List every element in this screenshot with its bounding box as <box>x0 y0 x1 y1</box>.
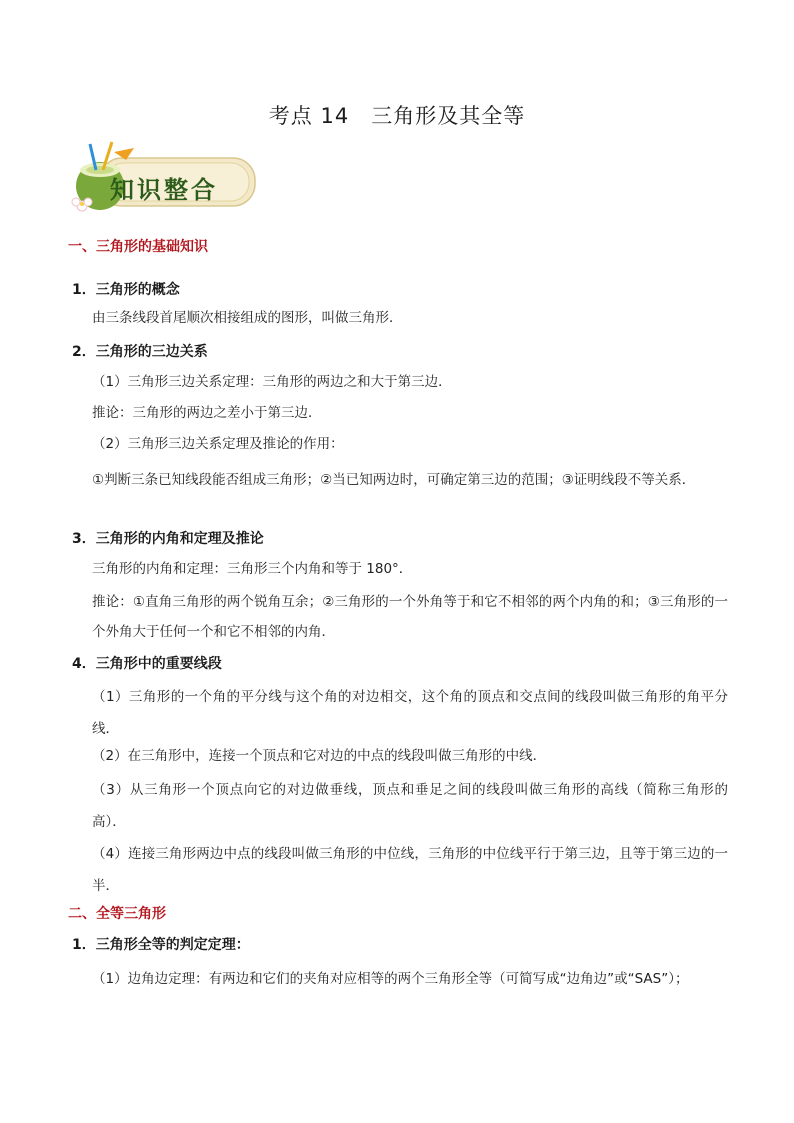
paragraph: （2）三角形三边关系定理及推论的作用： <box>92 436 344 452</box>
item-heading: 4．三角形中的重要线段 <box>72 656 222 672</box>
paragraph: 由三条线段首尾顺次相接组成的图形，叫做三角形． <box>92 310 403 326</box>
paragraph: 推论：①直角三角形的两个锐角互余；②三角形的一个外角等于和它不相邻的两个内角的和；③三角形的一个外角大于任何一个和它不相邻的内角． <box>92 594 728 640</box>
item-heading: 3．三角形的内角和定理及推论 <box>72 531 264 547</box>
page-title: 考点 14 三角形及其全等 <box>268 104 526 128</box>
section-heading: 一、三角形的基础知识 <box>68 239 208 255</box>
item-heading: 2．三角形的三边关系 <box>72 344 208 360</box>
paragraph: 三角形的内角和定理：三角形三个内角和等于 180°． <box>92 561 413 577</box>
paragraph: （2）在三角形中，连接一个顶点和它对边的中点的线段叫做三角形的中线． <box>92 748 547 764</box>
paragraph: （1）三角形三边关系定理：三角形的两边之和大于第三边． <box>92 374 452 390</box>
item-heading: 1．三角形的概念 <box>72 282 180 298</box>
badge-label: 知识整合 <box>110 176 218 204</box>
paragraph: （4）连接三角形两边中点的线段叫做三角形的中位线，三角形的中位线平行于第三边，且等于第三边的一半． <box>92 846 728 894</box>
section-heading: 二、全等三角形 <box>68 906 166 922</box>
paragraph: 推论：三角形的两边之差小于第三边． <box>92 405 322 421</box>
item-heading: 1．三角形全等的判定定理： <box>72 937 250 953</box>
paragraph: ①判断三条已知线段能否组成三角形；②当已知两边时，可确定第三边的范围；③证明线段不等关系． <box>92 472 696 488</box>
paragraph: （3）从三角形一个顶点向它的对边做垂线，顶点和垂足之间的线段叫做三角形的高线（简称三角形的高）． <box>92 782 728 830</box>
paragraph: （1）三角形的一个角的平分线与这个角的对边相交，这个角的顶点和交点间的线段叫做三角形的角平分线． <box>92 689 728 737</box>
paragraph: （1）边角边定理：有两边和它们的夹角对应相等的两个三角形全等（可简写成“边角边”或“SAS”）； <box>92 971 689 987</box>
